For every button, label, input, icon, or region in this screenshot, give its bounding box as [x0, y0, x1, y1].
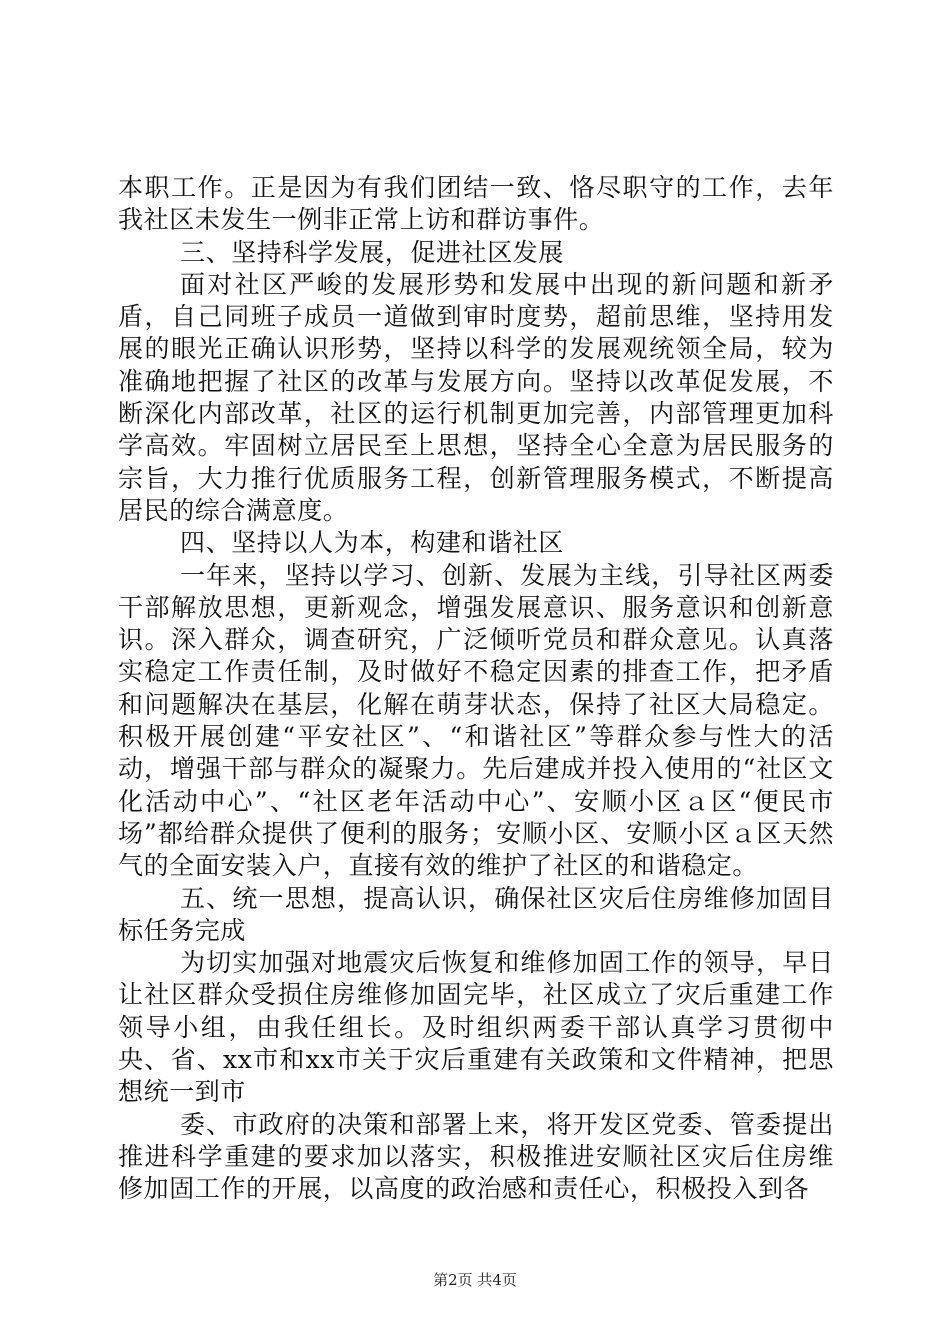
paragraph-section-5-continued: 委、市政府的决策和部署上来，将开发区党委、管委提出推进科学重建的要求加以落实，积极推进安顺社区灾后住房维修加固工作的开展，以高度的政治感和责任心，积极投入到各 [118, 1109, 834, 1204]
paragraph-section-3: 面对社区严峻的发展形势和发展中出现的新问题和新矛盾，自己同班子成员一道做到审时度势，超前思维，坚持用发展的眼光正确认识形势，坚持以科学的发展观统领全局，较为准确地把握了社区的改革与发展方向。坚持以改革促发展，不断深化内部改革，社区的运行机制更加完善，内部管理更加科学高效。牢固树立居民至上思想，坚持全心全意为居民服务的宗旨，大力推行优质服务工程，创新管理服务模式，不断提高居民的综合满意度。 [118, 269, 834, 525]
section-heading-5: 五、统一思想，提高认识，确保社区灾后住房维修加固目标任务完成 [118, 883, 834, 945]
section-heading-3: 三、坚持科学发展，促进社区发展 [180, 237, 565, 267]
section-heading-4: 四、坚持以人为本，构建和谐社区 [180, 528, 565, 558]
paragraph-section-5: 为切实加强对地震灾后恢复和维修加固工作的领导，早日让社区群众受损住房维修加固完毕，社区成立了灾后重建工作领导小组，由我任组长。及时组织两委干部认真学习贯彻中央、省、xx市和xx市关于灾后重建有关政策和文件精神，把思想统一到市 [118, 948, 834, 1107]
document-body [118, 172, 834, 1206]
page-number-footer: 第2页 共4页 [433, 1271, 517, 1289]
paragraph-continuation: 本职工作。正是因为有我们团结一致、恪尽职守的工作，去年我社区未发生一例非正常上访和群访事件。 [118, 173, 834, 235]
paragraph-section-4: 一年来，坚持以学习、创新、发展为主线，引导社区两委干部解放思想，更新观念，增强发展意识、服务意识和创新意识。深入群众，调查研究，广泛倾听党员和群众意见。认真落实稳定工作责任制，及时做好不稳定因素的排查工作，把矛盾和问题解决在基层，化解在萌芽状态，保持了社区大局稳定。积极开展创建“平安社区”、“和谐社区”等群众参与性大的活动，增强干部与群众的凝聚力。先后建成并投入使用的“社区文化活动中心”、“社区老年活动中心”、安顺小区ａ区“便民市场”都给群众提供了便利的服务；安顺小区、安顺小区ａ区天然气的全面安装入户，直接有效的维护了社区的和谐稳定。 [118, 560, 834, 881]
